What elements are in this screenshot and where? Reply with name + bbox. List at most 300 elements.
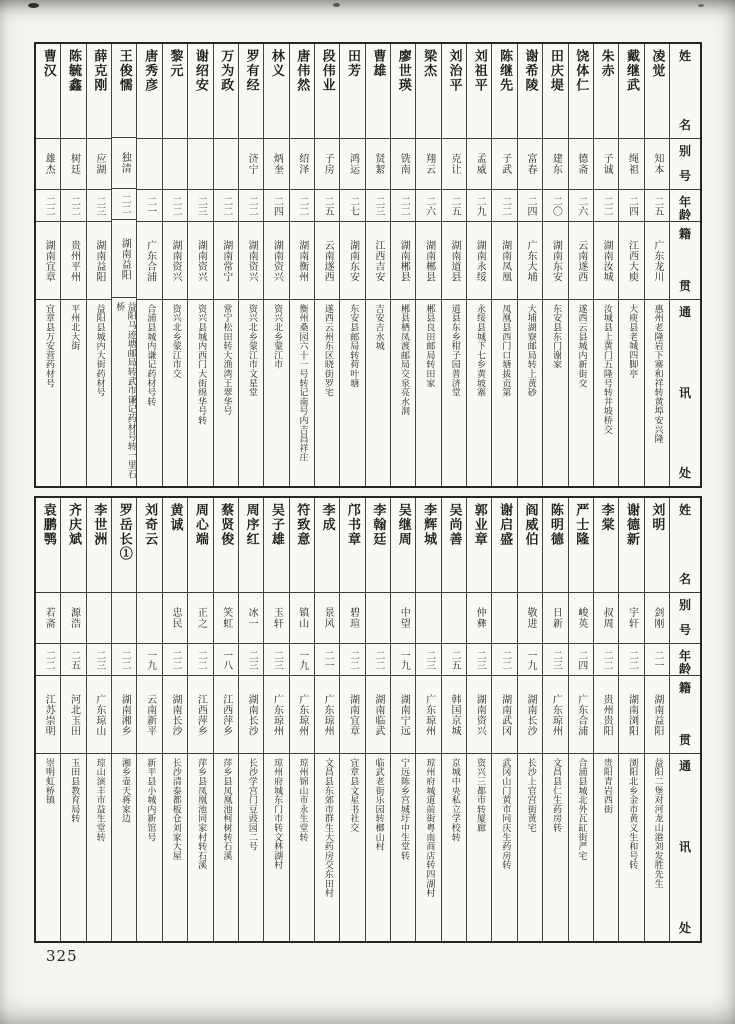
entry-column bbox=[466, 44, 491, 486]
entry-column bbox=[491, 44, 516, 486]
alias-cell: 知本 bbox=[645, 139, 669, 190]
age-cell: 二五 bbox=[61, 644, 85, 676]
address-cell: 益阳二堡对河龙山港刘发胜先生 bbox=[652, 758, 663, 889]
age-cell: 二三 bbox=[188, 190, 212, 222]
entry-column bbox=[568, 44, 593, 486]
age-cell: 二二 bbox=[492, 190, 516, 222]
alias-cell: 应湖 bbox=[87, 139, 111, 190]
alias-cell: 雄杰 bbox=[36, 139, 60, 190]
age-cell: 二二 bbox=[340, 644, 364, 676]
entry-column bbox=[390, 44, 415, 486]
address-cell: 资兴三都市转厦廊 bbox=[475, 758, 486, 833]
age-cell: 一九 bbox=[391, 644, 415, 676]
name-cell: 凌觉 bbox=[645, 44, 669, 139]
address-cell: 永绥县城下七乡黄坡寨 bbox=[475, 304, 486, 397]
name-cell: 符致意 bbox=[290, 498, 314, 593]
origin-cell: 韩国京城 bbox=[442, 676, 466, 754]
name-cell: 周序红 bbox=[239, 498, 263, 593]
name-cell: 刘治平 bbox=[442, 44, 466, 139]
alias-cell: 贤絜 bbox=[366, 139, 390, 190]
name-cell: 吴继周 bbox=[391, 498, 415, 593]
address-cell: 平州北大街 bbox=[69, 304, 80, 351]
address-cell: 合浦县城内谦记药材号转 bbox=[145, 304, 156, 407]
alias-cell: 翔云 bbox=[416, 139, 440, 190]
name-cell: 田庆堤 bbox=[543, 44, 567, 139]
header-age: 年 龄 bbox=[670, 644, 700, 676]
origin-cell: 广东琼州 bbox=[264, 676, 288, 754]
age-cell: 二三 bbox=[264, 644, 288, 676]
origin-cell: 湖南长沙 bbox=[163, 676, 187, 754]
age-cell: 二二 bbox=[112, 189, 136, 221]
origin-cell: 贵州平州 bbox=[61, 222, 85, 300]
age-cell: 二二 bbox=[163, 190, 187, 222]
origin-cell: 广东琼州 bbox=[543, 676, 567, 754]
alias-cell: 子诚 bbox=[594, 139, 618, 190]
alias-cell: 鸿运 bbox=[340, 139, 364, 190]
address-cell: 惠州老隆岩下寨和祥转黄埠安兴隆 bbox=[652, 304, 663, 444]
name-cell: 罗有经 bbox=[239, 44, 263, 139]
origin-cell: 湖南宜章 bbox=[340, 676, 364, 754]
origin-cell: 湖南道县 bbox=[442, 222, 466, 300]
origin-cell: 广东龙川 bbox=[645, 222, 669, 300]
address-cell: 吉安吉水城 bbox=[373, 304, 384, 351]
name-cell: 陈继先 bbox=[492, 44, 516, 139]
entry-column bbox=[339, 498, 364, 941]
name-cell: 段伟业 bbox=[315, 44, 339, 139]
entry-column bbox=[517, 498, 542, 941]
address-cell: 文昌县东郊市群生大药房交东田村 bbox=[322, 758, 333, 898]
address-cell: 新平县小城内新馆号 bbox=[145, 758, 156, 842]
entry-column bbox=[213, 44, 238, 486]
age-cell: 二二 bbox=[492, 644, 516, 676]
entry-column bbox=[86, 44, 111, 486]
directory-table-bottom bbox=[34, 496, 702, 943]
name-cell: 蔡贤俊 bbox=[214, 498, 238, 593]
origin-cell: 湖南资兴 bbox=[264, 222, 288, 300]
age-cell: 一九 bbox=[518, 644, 542, 676]
name-cell: 曹汉 bbox=[36, 44, 60, 139]
scan-artifact-mark bbox=[28, 3, 39, 8]
entry-column bbox=[491, 498, 516, 941]
alias-cell: 叔周 bbox=[594, 593, 618, 644]
name-cell: 谢希陵 bbox=[518, 44, 542, 139]
origin-cell: 湖南郴县 bbox=[391, 222, 415, 300]
address-cell: 琼州锦山市永生堂转 bbox=[297, 758, 308, 842]
entry-column bbox=[517, 44, 542, 486]
origin-cell: 云南遂西 bbox=[569, 222, 593, 300]
address-cell: 湘乡壶天蒋家边 bbox=[120, 758, 131, 824]
age-cell: 二六 bbox=[569, 190, 593, 222]
origin-cell: 江西萍乡 bbox=[214, 676, 238, 754]
origin-cell: 湖南益阳 bbox=[112, 220, 136, 297]
name-cell: 黄诚 bbox=[163, 498, 187, 593]
name-cell: 李翰廷 bbox=[366, 498, 390, 593]
origin-cell: 江苏崇明 bbox=[36, 676, 60, 754]
name-cell: 谢启盛 bbox=[492, 498, 516, 593]
age-cell: 二四 bbox=[569, 644, 593, 676]
scan-artifact-mark bbox=[333, 3, 340, 7]
address-cell: 武冈山门黄市同庆生药房转 bbox=[500, 758, 511, 870]
entry-column bbox=[238, 498, 263, 941]
age-cell: 二五 bbox=[442, 644, 466, 676]
alias-cell: 独清 bbox=[112, 138, 136, 189]
alias-cell: 冰一 bbox=[239, 593, 263, 644]
age-cell: 二七 bbox=[340, 190, 364, 222]
name-cell: 黎元 bbox=[163, 44, 187, 139]
name-cell: 唐伟然 bbox=[290, 44, 314, 139]
name-cell: 罗岳长① bbox=[112, 498, 136, 593]
age-cell: 一九 bbox=[137, 644, 161, 676]
name-cell: 谢绍安 bbox=[188, 44, 212, 139]
header-alias: 别 号 bbox=[670, 593, 700, 644]
name-cell: 邝书章 bbox=[340, 498, 364, 593]
name-cell: 谢德新 bbox=[619, 498, 643, 593]
alias-cell bbox=[416, 593, 440, 644]
entry-column bbox=[314, 44, 339, 486]
origin-cell: 湖南资兴 bbox=[188, 222, 212, 300]
address-cell: 合浦县城北外瓦缸街严宅 bbox=[576, 758, 587, 861]
age-cell: 一八 bbox=[214, 644, 238, 676]
address-cell: 琼州府城道前街粤南商店转四湖村 bbox=[424, 758, 435, 898]
origin-cell: 湖南湘乡 bbox=[112, 676, 136, 754]
entry-column bbox=[441, 44, 466, 486]
age-cell: 二二 bbox=[619, 644, 643, 676]
origin-cell: 湖南资兴 bbox=[467, 676, 491, 754]
entry-column bbox=[593, 498, 618, 941]
alias-cell bbox=[87, 593, 111, 644]
name-cell: 严士隆 bbox=[569, 498, 593, 593]
name-cell: 郭业章 bbox=[467, 498, 491, 593]
name-cell: 周心端 bbox=[188, 498, 212, 593]
header-name: 姓 名 bbox=[670, 498, 700, 593]
origin-cell: 湖南资兴 bbox=[163, 222, 187, 300]
address-cell: 贵阳青岩西街 bbox=[601, 758, 612, 814]
alias-cell: 富春 bbox=[518, 139, 542, 190]
age-cell: 二五 bbox=[645, 190, 669, 222]
entry-column bbox=[365, 44, 390, 486]
alias-cell: 孟威 bbox=[467, 139, 491, 190]
age-cell: 二二 bbox=[594, 644, 618, 676]
name-cell: 李世洲 bbox=[87, 498, 111, 593]
entry-column bbox=[187, 498, 212, 941]
age-cell: 一九 bbox=[290, 644, 314, 676]
name-cell: 刘明 bbox=[645, 498, 669, 593]
header-column bbox=[669, 44, 700, 486]
name-cell: 李成 bbox=[315, 498, 339, 593]
address-cell: 文昌县仁生药房转 bbox=[551, 758, 562, 833]
origin-cell: 湖南东安 bbox=[340, 222, 364, 300]
entry-column bbox=[542, 498, 567, 941]
alias-cell: 德斋 bbox=[569, 139, 593, 190]
alias-cell bbox=[214, 139, 238, 190]
origin-cell: 湖南益阳 bbox=[87, 222, 111, 300]
age-cell: 二三 bbox=[416, 644, 440, 676]
alias-cell: 子房 bbox=[315, 139, 339, 190]
entry-column bbox=[314, 498, 339, 941]
name-cell: 齐庆斌 bbox=[61, 498, 85, 593]
scan-artifact-mark bbox=[698, 4, 704, 7]
origin-cell: 云南遂西 bbox=[315, 222, 339, 300]
alias-cell: 子武 bbox=[492, 139, 516, 190]
origin-cell: 湖南武冈 bbox=[492, 676, 516, 754]
address-cell: 萍乡县凤凰池柯树转石溪 bbox=[221, 758, 232, 861]
name-cell: 阎威伯 bbox=[518, 498, 542, 593]
entry-column bbox=[213, 498, 238, 941]
name-cell: 陈明德 bbox=[543, 498, 567, 593]
origin-cell: 湖南宁远 bbox=[391, 676, 415, 754]
origin-cell: 湖南常宁 bbox=[214, 222, 238, 300]
entry-column bbox=[136, 498, 161, 941]
origin-cell: 湖南凤凰 bbox=[492, 222, 516, 300]
entry-column bbox=[593, 44, 618, 486]
entry-column bbox=[111, 44, 136, 486]
age-cell: 二一 bbox=[645, 644, 669, 676]
origin-cell: 广东琼州 bbox=[290, 676, 314, 754]
alias-cell bbox=[442, 593, 466, 644]
age-cell: 二二 bbox=[36, 190, 60, 222]
alias-cell bbox=[137, 139, 161, 190]
header-age: 年 龄 bbox=[670, 190, 700, 222]
address-cell: 崇明虹桥镇 bbox=[43, 758, 54, 805]
origin-cell: 湖南衡州 bbox=[290, 222, 314, 300]
entry-column bbox=[542, 44, 567, 486]
alias-cell bbox=[112, 593, 136, 644]
age-cell: 二二 bbox=[112, 644, 136, 676]
alias-cell: 剑刚 bbox=[645, 593, 669, 644]
address-cell: 长沙清泰都板仓刘家大屋 bbox=[170, 758, 181, 861]
address-cell: 资兴县城内西门大街绵华号转 bbox=[196, 304, 207, 425]
address-cell: 道县东乡柑子园普济堂 bbox=[449, 304, 460, 397]
address-cell: 资兴北乡蒙江市文星堂 bbox=[246, 304, 257, 397]
entry-column bbox=[136, 44, 161, 486]
alias-cell: 树廷 bbox=[61, 139, 85, 190]
age-cell: 二二 bbox=[36, 644, 60, 676]
name-cell: 李辉城 bbox=[416, 498, 440, 593]
entry-column bbox=[289, 44, 314, 486]
origin-cell: 云南新平 bbox=[137, 676, 161, 754]
origin-cell: 湖南长沙 bbox=[518, 676, 542, 754]
address-cell: 宜章县万安营药材号 bbox=[43, 304, 54, 388]
alias-cell: 济宁 bbox=[239, 139, 263, 190]
age-cell: 二九 bbox=[467, 190, 491, 222]
origin-cell: 贵州贵阳 bbox=[594, 676, 618, 754]
address-cell: 萍乡县凤凰池同家村转石溪 bbox=[196, 758, 207, 870]
entry-column bbox=[187, 44, 212, 486]
alias-cell: 铣南 bbox=[391, 139, 415, 190]
alias-cell: 忠民 bbox=[163, 593, 187, 644]
address-cell: 长沙学宫门豆豉园二号 bbox=[246, 758, 257, 851]
origin-cell: 广东合浦 bbox=[137, 222, 161, 300]
address-cell: 琼州府城东门市转文林湖村 bbox=[272, 758, 283, 870]
alias-cell: 源浩 bbox=[61, 593, 85, 644]
address-cell: 郴县良田邮局转田家 bbox=[424, 304, 435, 388]
entry-column bbox=[339, 44, 364, 486]
address-cell: 凤凰县西门口塘拔贡第 bbox=[500, 304, 511, 397]
origin-cell: 广东大埔 bbox=[518, 222, 542, 300]
origin-cell: 湖南郴县 bbox=[416, 222, 440, 300]
age-cell: 二六 bbox=[416, 190, 440, 222]
entry-column bbox=[618, 498, 643, 941]
entry-column bbox=[60, 44, 85, 486]
origin-cell: 江西吉安 bbox=[366, 222, 390, 300]
name-cell: 朱赤 bbox=[594, 44, 618, 139]
alias-cell: 炳奎 bbox=[264, 139, 288, 190]
address-cell: 资兴北乡蒙江市交 bbox=[170, 304, 181, 379]
address-cell: 大埔湖寮邮局转上黄砂 bbox=[525, 304, 536, 397]
age-cell: 二三 bbox=[239, 644, 263, 676]
age-cell: 二四 bbox=[518, 190, 542, 222]
address-cell: 常宁松田转大渔湾王翠华号 bbox=[221, 304, 232, 416]
alias-cell: 笑虹 bbox=[214, 593, 238, 644]
origin-cell: 广东琼州 bbox=[315, 676, 339, 754]
origin-cell: 湖南长沙 bbox=[239, 676, 263, 754]
address-cell: 衡州桑园六十一号转记南号内吉昌祥庄 bbox=[297, 304, 308, 463]
entry-column bbox=[111, 498, 136, 941]
age-cell: 二二 bbox=[188, 644, 212, 676]
address-cell: 东安县东门谢家 bbox=[551, 304, 562, 370]
header-address: 通 讯 处 bbox=[678, 759, 691, 935]
origin-cell: 湖南宜章 bbox=[36, 222, 60, 300]
name-cell: 饶体仁 bbox=[569, 44, 593, 139]
entry-column bbox=[86, 498, 111, 941]
name-cell: 梁杰 bbox=[416, 44, 440, 139]
age-cell: 二三 bbox=[87, 644, 111, 676]
entry-column bbox=[415, 44, 440, 486]
alias-cell: 玉轩 bbox=[264, 593, 288, 644]
name-cell: 薛克刚 bbox=[87, 44, 111, 139]
alias-cell: 镇山 bbox=[290, 593, 314, 644]
age-cell: 二三 bbox=[543, 644, 567, 676]
name-cell: 王俊懦 bbox=[112, 44, 136, 138]
name-cell: 李棠 bbox=[594, 498, 618, 593]
address-cell: 大庾县老城四脚亭 bbox=[627, 304, 638, 379]
entry-column bbox=[162, 44, 187, 486]
name-cell: 袁鹏鹗 bbox=[36, 498, 60, 593]
entry-column bbox=[390, 498, 415, 941]
address-cell: 益阳马迹塘邮局转武市谦记药材号转一里石桥 bbox=[114, 301, 136, 479]
entry-column bbox=[36, 44, 60, 486]
origin-cell: 湖南资兴 bbox=[239, 222, 263, 300]
alias-cell: 日新 bbox=[543, 593, 567, 644]
alias-cell: 中望 bbox=[391, 593, 415, 644]
address-cell: 郴县栖凤渡邮局交泉亮水洞 bbox=[398, 304, 409, 416]
age-cell: 二二 bbox=[163, 644, 187, 676]
name-cell: 刘奇云 bbox=[137, 498, 161, 593]
header-address: 通 讯 处 bbox=[678, 305, 691, 480]
entry-column bbox=[289, 498, 314, 941]
entry-column bbox=[162, 498, 187, 941]
origin-cell: 湖南临武 bbox=[366, 676, 390, 754]
name-cell: 吴子雄 bbox=[264, 498, 288, 593]
age-cell: 二二 bbox=[61, 190, 85, 222]
entry-column bbox=[365, 498, 390, 941]
age-cell: 二三 bbox=[87, 190, 111, 222]
name-cell: 戴继武 bbox=[619, 44, 643, 139]
alias-cell bbox=[137, 593, 161, 644]
age-cell: 二五 bbox=[315, 190, 339, 222]
header-origin: 籍 贯 bbox=[670, 676, 700, 754]
address-cell: 东安县邮局转荷叶塘 bbox=[348, 304, 359, 388]
origin-cell: 湖南永绥 bbox=[467, 222, 491, 300]
age-cell: 二二 bbox=[391, 190, 415, 222]
address-cell: 宜章县文星书社交 bbox=[348, 758, 359, 833]
alias-cell: 敬进 bbox=[518, 593, 542, 644]
address-cell: 资兴北乡蒙江市 bbox=[272, 304, 283, 370]
alias-cell: 绍泽 bbox=[290, 139, 314, 190]
origin-cell: 湖南益阳 bbox=[645, 676, 669, 754]
entry-column bbox=[36, 498, 60, 941]
name-cell: 曹雄 bbox=[366, 44, 390, 139]
entry-column bbox=[263, 44, 288, 486]
entry-column bbox=[60, 498, 85, 941]
origin-cell: 江西大庾 bbox=[619, 222, 643, 300]
address-cell: 临武老街乐园转榔山村 bbox=[373, 758, 384, 851]
age-cell: 二五 bbox=[442, 190, 466, 222]
age-cell: 二二 bbox=[290, 190, 314, 222]
age-cell: 二四 bbox=[264, 190, 288, 222]
header-origin: 籍 贯 bbox=[670, 222, 700, 300]
age-cell: 二二 bbox=[239, 190, 263, 222]
header-alias: 别 号 bbox=[670, 139, 700, 190]
name-cell: 林义 bbox=[264, 44, 288, 139]
address-cell: 浏阳北乡金市黄义生和号转 bbox=[627, 758, 638, 870]
name-cell: 廖世瑛 bbox=[391, 44, 415, 139]
age-cell: 二〇 bbox=[543, 190, 567, 222]
directory-table-top bbox=[34, 42, 702, 488]
alias-cell: 仲彝 bbox=[467, 593, 491, 644]
alias-cell: 景风 bbox=[315, 593, 339, 644]
entry-column bbox=[568, 498, 593, 941]
entry-column bbox=[644, 44, 669, 486]
alias-cell: 碧瑄 bbox=[340, 593, 364, 644]
name-cell: 唐秀彦 bbox=[137, 44, 161, 139]
name-cell: 刘祖平 bbox=[467, 44, 491, 139]
alias-cell: 建东 bbox=[543, 139, 567, 190]
age-cell: 二二 bbox=[594, 190, 618, 222]
address-cell: 琼山演丰市益生堂转 bbox=[94, 758, 105, 842]
entry-column bbox=[466, 498, 491, 941]
header-column bbox=[669, 498, 700, 941]
origin-cell: 广东琼州 bbox=[416, 676, 440, 754]
name-cell: 万为政 bbox=[214, 44, 238, 139]
age-cell: 二二 bbox=[214, 190, 238, 222]
origin-cell: 湖南浏阳 bbox=[619, 676, 643, 754]
alias-cell: 克让 bbox=[442, 139, 466, 190]
name-cell: 吴尚善 bbox=[442, 498, 466, 593]
origin-cell: 广东合浦 bbox=[569, 676, 593, 754]
page-number: 325 bbox=[46, 947, 78, 965]
name-cell: 田芳 bbox=[340, 44, 364, 139]
alias-cell: 绳祖 bbox=[619, 139, 643, 190]
age-cell: 二一 bbox=[315, 644, 339, 676]
address-cell: 益阳县城内大街药材号 bbox=[94, 304, 105, 397]
age-cell: 二二 bbox=[366, 644, 390, 676]
address-cell: 遂西云县城内新街交 bbox=[576, 304, 587, 388]
origin-cell: 广东琼山 bbox=[87, 676, 111, 754]
header-name: 姓 名 bbox=[670, 44, 700, 139]
address-cell: 汝城县上黄门五隆号转井坡桥交 bbox=[601, 304, 612, 435]
origin-cell: 湖南东安 bbox=[543, 222, 567, 300]
alias-cell: 正之 bbox=[188, 593, 212, 644]
origin-cell: 江西萍乡 bbox=[188, 676, 212, 754]
age-cell: 二四 bbox=[619, 190, 643, 222]
alias-cell: 若斋 bbox=[36, 593, 60, 644]
address-cell: 长沙上官宫街黄宅 bbox=[525, 758, 536, 833]
origin-cell: 湖南汝城 bbox=[594, 222, 618, 300]
alias-cell bbox=[163, 139, 187, 190]
address-cell: 玉田县教育局转 bbox=[69, 758, 80, 824]
age-cell: 二三 bbox=[467, 644, 491, 676]
